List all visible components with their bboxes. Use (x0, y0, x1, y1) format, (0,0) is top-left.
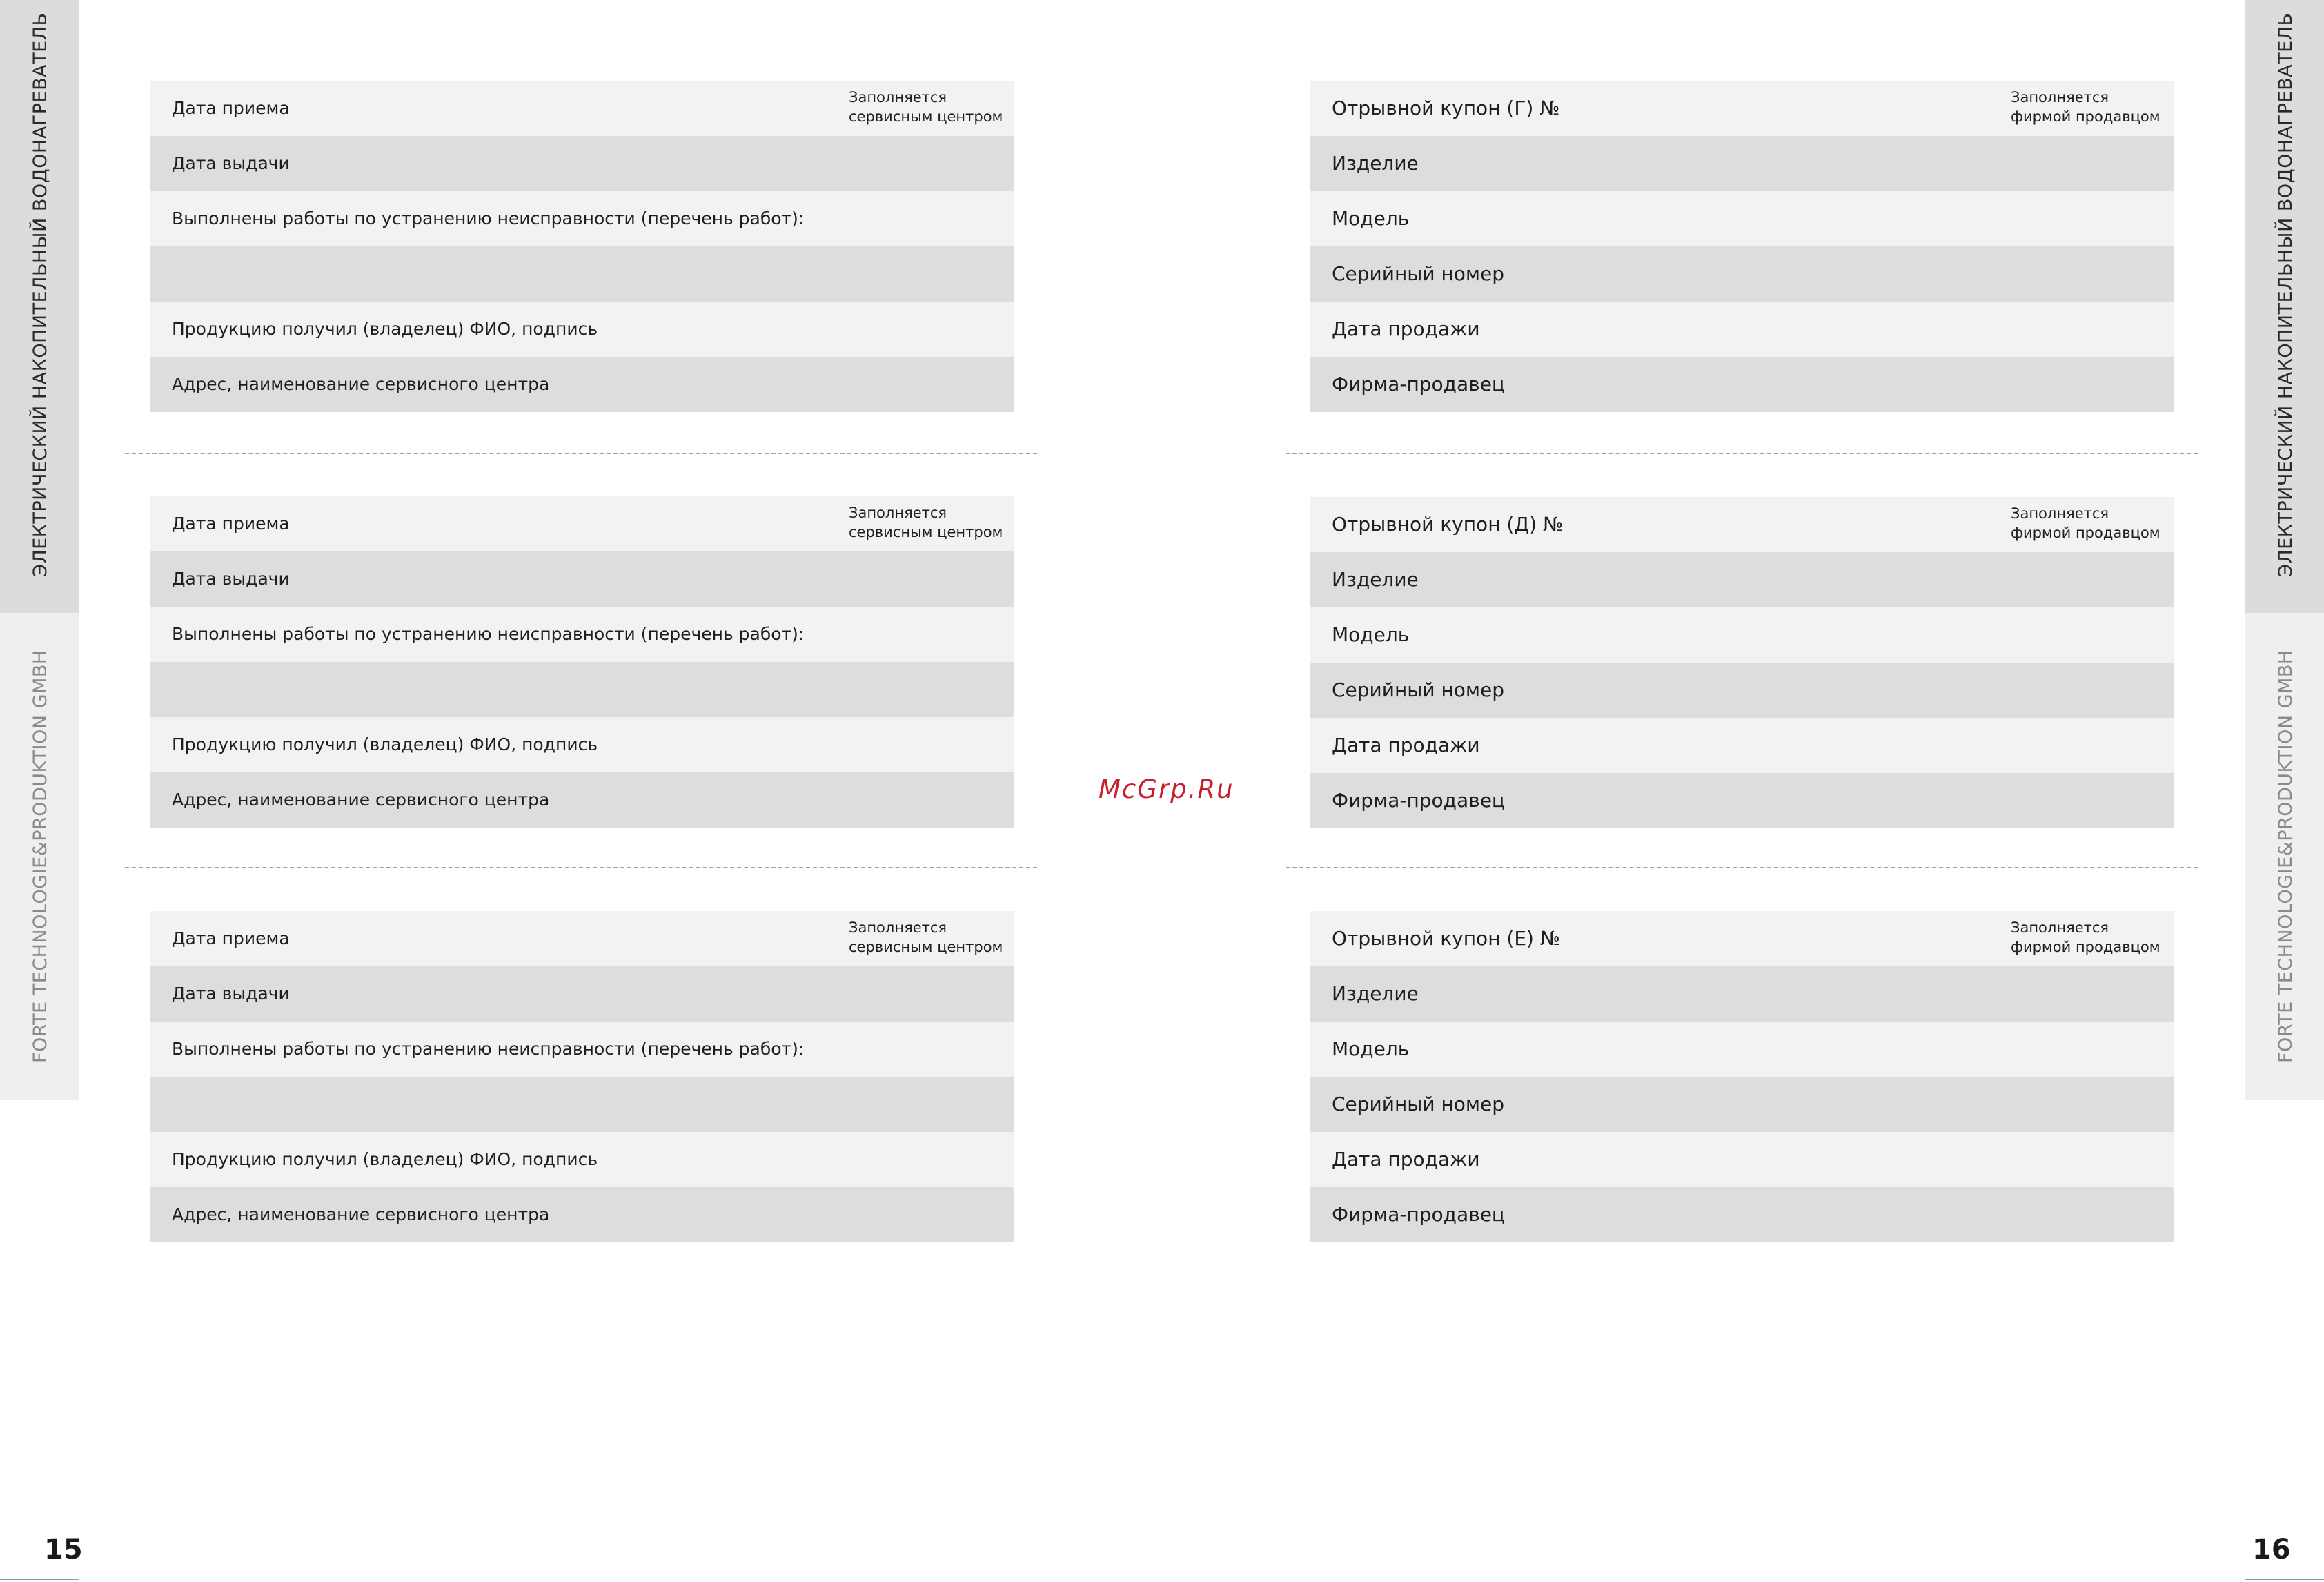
coupon-form-d (1310, 497, 2174, 828)
fill-note-line: Заполняется (849, 919, 947, 936)
form-row (1310, 966, 2174, 1022)
row-label: Фирма-продавец (1332, 789, 1505, 812)
form-row (1310, 302, 2174, 357)
row-label: Модель (1332, 623, 1410, 646)
form-row (1310, 663, 2174, 718)
row-label: Изделие (1332, 982, 1419, 1005)
row-label: Отрывной купон (Е) № (1332, 927, 1560, 950)
fill-note (849, 918, 1003, 957)
page-number-rule (0, 1579, 79, 1580)
cut-line (125, 453, 1037, 454)
form-row (1310, 552, 2174, 607)
page-number-rule (2245, 1579, 2324, 1580)
form-row (150, 911, 1014, 966)
row-label: Дата продажи (1332, 1148, 1480, 1171)
form-row (150, 81, 1014, 136)
row-label: Дата продажи (1332, 734, 1480, 756)
fill-note-line: фирмой продавцом (2011, 108, 2160, 125)
form-row (150, 357, 1014, 412)
form-row (1310, 246, 2174, 302)
side-tab-title-right (2245, 0, 2324, 613)
form-row (1310, 911, 2174, 966)
watermark: McGrp.Ru (1099, 774, 1234, 804)
fill-note-line: Заполняется (2011, 505, 2109, 522)
row-label: Дата выдачи (172, 153, 290, 173)
row-label: Модель (1332, 207, 1410, 230)
fill-note (849, 503, 1003, 542)
fill-note (2011, 88, 2160, 126)
form-row (1310, 191, 2174, 246)
service-form-3 (150, 911, 1014, 1242)
form-row (1310, 718, 2174, 773)
cut-line (1286, 453, 2198, 454)
row-label: Изделие (1332, 568, 1419, 591)
row-label: Отрывной купон (Г) № (1332, 97, 1560, 119)
row-label: Выполнены работы по устранению неисправности (перечень работ): (172, 624, 805, 644)
form-row (150, 496, 1014, 551)
fill-note-line: Заполняется (849, 89, 947, 106)
row-label: Серийный номер (1332, 678, 1505, 701)
form-row (1310, 357, 2174, 412)
row-label: Серийный номер (1332, 1093, 1505, 1115)
form-row (150, 607, 1014, 662)
page-number-right: 16 (2252, 1534, 2291, 1565)
fill-note-line: фирмой продавцом (2011, 939, 2160, 955)
form-row (1310, 1077, 2174, 1132)
side-tab-title-text: ЭЛЕКТРИЧЕСКИЙ НАКОПИТЕЛЬНЫЙ ВОДОНАГРЕВАТЕЛЬ (30, 12, 51, 577)
row-label: Фирма-продавец (1332, 373, 1505, 396)
form-row (1310, 497, 2174, 552)
row-label: Продукцию получил (владелец) ФИО, подпись (172, 734, 598, 754)
form-row (1310, 81, 2174, 136)
side-tab-title-left (0, 0, 79, 613)
form-row (1310, 136, 2174, 191)
coupon-form-g (1310, 81, 2174, 412)
row-label: Дата приема (172, 928, 290, 948)
form-row (150, 1132, 1014, 1187)
fill-note (849, 88, 1003, 126)
fill-note (2011, 504, 2160, 543)
form-row (150, 717, 1014, 772)
form-row (150, 772, 1014, 828)
row-label: Адрес, наименование сервисного центра (172, 790, 550, 810)
form-row (1310, 1187, 2174, 1242)
service-form-2 (150, 496, 1014, 828)
fill-note-line: сервисным центром (849, 524, 1003, 540)
form-row (1310, 1022, 2174, 1077)
row-label: Дата выдачи (172, 984, 290, 1004)
side-tab-brand-text: FORTE TECHNOLOGIE&PRODUKTION GMBH (2275, 650, 2296, 1063)
form-row (150, 302, 1014, 357)
row-label: Дата приема (172, 514, 290, 534)
row-label: Продукцию получил (владелец) ФИО, подпись (172, 319, 598, 339)
form-row (1310, 1132, 2174, 1187)
form-row (150, 136, 1014, 191)
row-label: Выполнены работы по устранению неисправности (перечень работ): (172, 1039, 805, 1059)
page-number-left: 15 (44, 1534, 83, 1565)
row-label: Изделие (1332, 152, 1419, 175)
coupon-form-e (1310, 911, 2174, 1242)
fill-note-line: Заполняется (849, 505, 947, 521)
row-label: Фирма-продавец (1332, 1203, 1505, 1226)
form-row (150, 966, 1014, 1022)
cut-line (1286, 867, 2198, 868)
form-row (150, 1187, 1014, 1242)
fill-note-line: сервисным центром (849, 108, 1003, 125)
row-label: Серийный номер (1332, 262, 1505, 285)
side-tab-title-text: ЭЛЕКТРИЧЕСКИЙ НАКОПИТЕЛЬНЫЙ ВОДОНАГРЕВАТЕЛЬ (2275, 12, 2296, 577)
row-label: Модель (1332, 1037, 1410, 1060)
fill-note-line: Заполняется (2011, 919, 2109, 936)
row-label: Отрывной купон (Д) № (1332, 513, 1564, 536)
form-row (150, 191, 1014, 246)
fill-note-line: Заполняется (2011, 89, 2109, 106)
row-label: Дата продажи (1332, 318, 1480, 340)
service-form-1 (150, 81, 1014, 412)
row-label: Адрес, наименование сервисного центра (172, 1204, 550, 1224)
side-tab-brand-text: FORTE TECHNOLOGIE&PRODUKTION GMBH (30, 650, 51, 1063)
fill-note (2011, 918, 2160, 957)
row-label: Выполнены работы по устранению неисправности (перечень работ): (172, 208, 805, 228)
form-row (1310, 607, 2174, 663)
form-row-blank (150, 1077, 1014, 1132)
row-label: Дата приема (172, 98, 290, 118)
form-row (150, 1022, 1014, 1077)
form-row (150, 551, 1014, 607)
form-row-blank (150, 662, 1014, 717)
row-label: Продукцию получил (владелец) ФИО, подпись (172, 1149, 598, 1169)
fill-note-line: фирмой продавцом (2011, 525, 2160, 541)
row-label: Адрес, наименование сервисного центра (172, 374, 550, 394)
side-tab-brand-left (0, 613, 79, 1100)
side-tab-brand-right (2245, 613, 2324, 1100)
row-label: Дата выдачи (172, 569, 290, 589)
form-row-blank (150, 246, 1014, 302)
fill-note-line: сервисным центром (849, 939, 1003, 955)
cut-line (125, 867, 1037, 868)
form-row (1310, 773, 2174, 828)
